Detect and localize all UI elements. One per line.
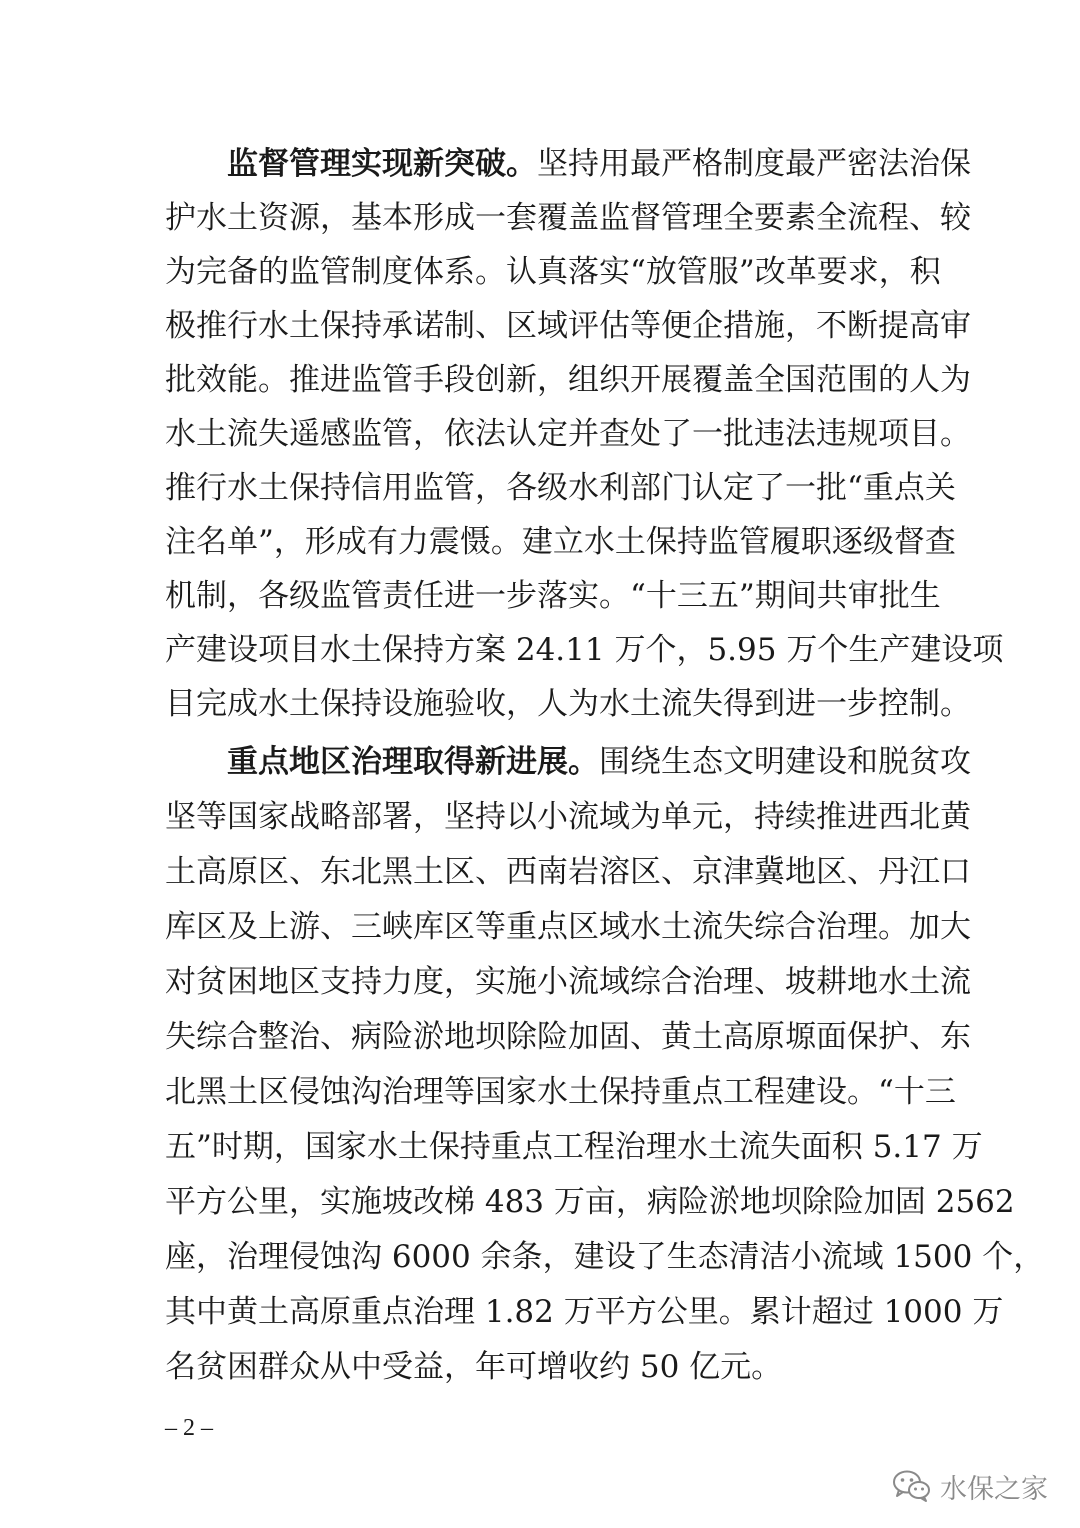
paragraph-1-heading: 监督管理实现新突破。 [227, 146, 537, 182]
paragraph-2-line-4: 库区及上游、三峡库区等重点区域水土流失综合治理。加大 [165, 909, 971, 945]
paragraph-1-line-8: 注名单”，形成有力震慑。建立水土保持监管履职逐级督查 [165, 524, 956, 560]
watermark [892, 1466, 1048, 1506]
paragraph-2-heading: 重点地区治理取得新进展。 [227, 744, 599, 780]
paragraph-1-line-4: 极推行水土保持承诺制、区域评估等便企措施，不断提高审 [165, 308, 971, 344]
paragraph-1-line-1: 监督管理实现新突破。坚持用最严格制度最严密法治保 [227, 146, 971, 182]
watermark-label: 水保之家 [940, 1473, 1048, 1505]
paragraph-1-line-6: 水土流失遥感监管，依法认定并查处了一批违法违规项目。 [165, 416, 971, 452]
paragraph-2-line-11: 其中黄土高原重点治理 1.82 万平方公里。累计超过 1000 万 [165, 1294, 1004, 1330]
paragraph-1-line-3: 为完备的监管制度体系。认真落实“放管服”改革要求，积 [165, 254, 941, 290]
paragraph-2-line-8: 五”时期，国家水土保持重点工程治理水土流失面积 5.17 万 [165, 1129, 983, 1165]
paragraph-1-line-11: 目完成水土保持设施验收，人为水土流失得到进一步控制。 [165, 686, 971, 722]
paragraph-1-line-7: 推行水土保持信用监管，各级水利部门认定了一批“重点关 [165, 470, 956, 506]
paragraph-2-line-1: 重点地区治理取得新进展。围绕生态文明建设和脱贫攻 [227, 744, 971, 780]
paragraph-2-line-10: 座，治理侵蚀沟 6000 余条，建设了生态清洁小流域 1500 个， [165, 1239, 1045, 1275]
paragraph-2-line-7: 北黑土区侵蚀沟治理等国家水土保持重点工程建设。“十三 [165, 1074, 956, 1110]
page-number: – 2 – [165, 1415, 213, 1441]
paragraph-2-line-3: 土高原区、东北黑土区、西南岩溶区、京津冀地区、丹江口 [165, 854, 971, 890]
paragraph-2-line-12: 名贫困群众从中受益，年可增收约 50 亿元。 [165, 1349, 783, 1385]
paragraph-1-line-2: 护水土资源，基本形成一套覆盖监督管理全要素全流程、较 [165, 200, 971, 236]
paragraph-1-line-10: 产建设项目水土保持方案 24.11 万个，5.95 万个生产建设项 [165, 632, 1004, 668]
paragraph-2-line-2: 坚等国家战略部署，坚持以小流域为单元，持续推进西北黄 [165, 799, 971, 835]
paragraph-2-line-9: 平方公里，实施坡改梯 483 万亩，病险淤地坝除险加固 2562 [165, 1184, 1015, 1220]
paragraph-1-line-9: 机制，各级监管责任进一步落实。“十三五”期间共审批生 [165, 578, 941, 614]
paragraph-2-line-6: 失综合整治、病险淤地坝除险加固、黄土高原塬面保护、东 [165, 1019, 971, 1055]
paragraph-1-line-5: 批效能。推进监管手段创新，组织开展覆盖全国范围的人为 [165, 362, 971, 398]
wechat-icon [892, 1469, 932, 1503]
paragraph-2-line-5: 对贫困地区支持力度，实施小流域综合治理、坡耕地水土流 [165, 964, 971, 1000]
